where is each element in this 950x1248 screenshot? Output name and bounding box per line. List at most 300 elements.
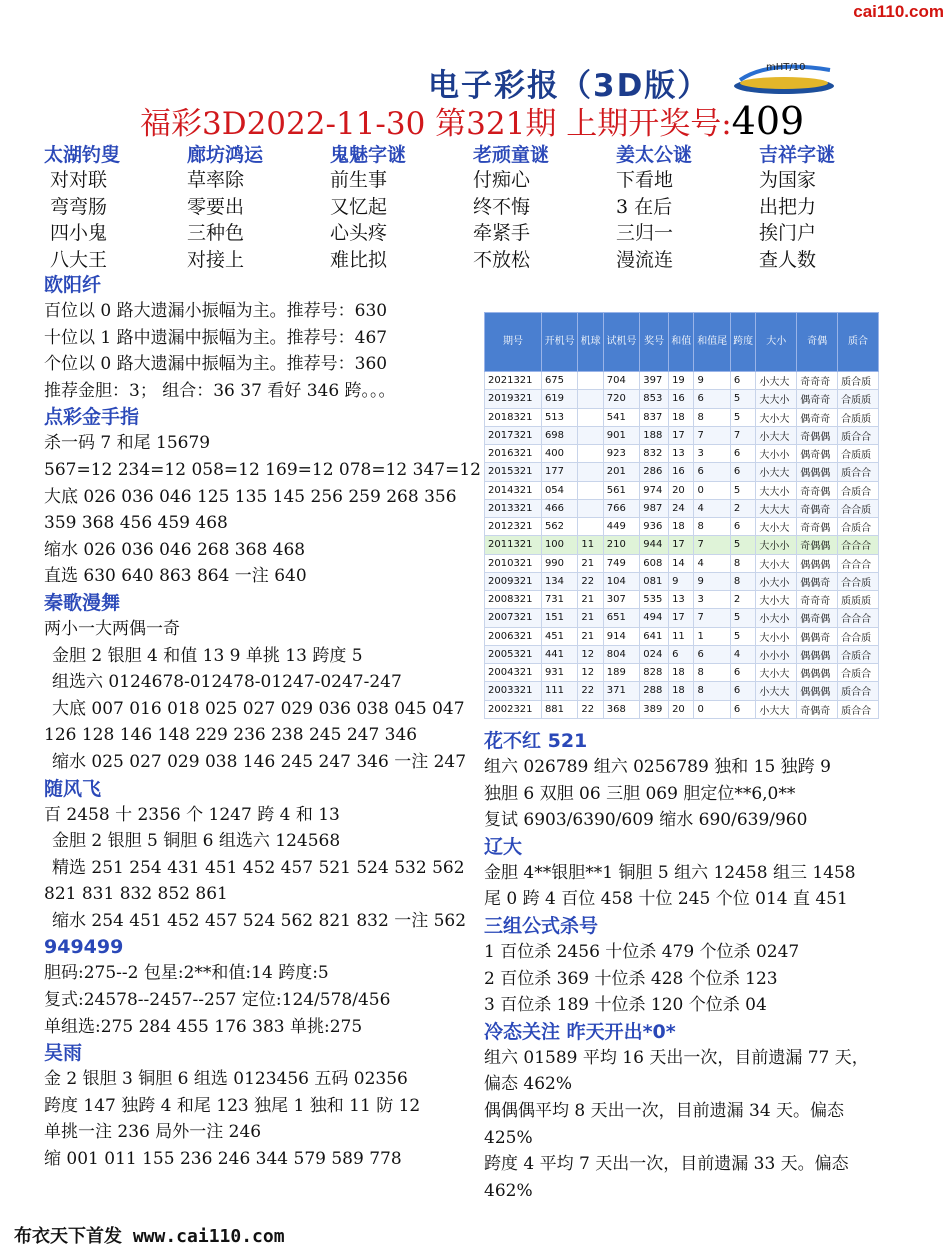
table-cell	[578, 390, 603, 408]
riddle-line: 弯弯肠	[50, 195, 108, 218]
table-cell: 合质合	[838, 481, 879, 499]
table-cell: 8	[694, 664, 730, 682]
table-cell: 189	[603, 664, 639, 682]
table-header-cell: 奇偶	[797, 313, 838, 372]
table-cell: 704	[603, 372, 639, 390]
table-cell: 4	[694, 499, 730, 517]
table-row	[485, 463, 879, 481]
riddle-column-title: 老顽童谜	[473, 144, 550, 166]
table-row	[485, 554, 879, 572]
section-title: 秦歌漫舞	[44, 591, 121, 614]
riddle-column-title: 姜太公谜	[616, 144, 693, 166]
table-cell: 合合合	[838, 609, 879, 627]
table-cell: 562	[541, 518, 577, 536]
table-cell: 608	[640, 554, 669, 572]
section-line: 缩水 026 036 046 268 368 468	[44, 539, 306, 560]
table-cell: 8	[694, 682, 730, 700]
riddle-columns	[44, 140, 904, 273]
table-cell	[578, 445, 603, 463]
section-line: 百位以 0 路大遗漏小振幅为主。推荐号：630	[44, 301, 388, 321]
table-cell: 偶偶偶	[797, 463, 838, 481]
table-cell: 质合合	[838, 682, 879, 700]
section-title: 949499	[44, 936, 124, 959]
table-cell: 合质质	[838, 408, 879, 426]
table-row	[485, 682, 879, 700]
table-row	[485, 664, 879, 682]
table-header-cell: 质合	[838, 313, 879, 372]
table-header-cell: 奖号	[640, 313, 669, 372]
table-cell: 449	[603, 518, 639, 536]
table-cell: 990	[541, 554, 577, 572]
table-cell: 22	[578, 682, 603, 700]
table-cell: 小大大	[756, 700, 797, 718]
table-cell: 22	[578, 700, 603, 718]
table-row	[485, 572, 879, 590]
section-line: 金胆 2 银胆 4 和值 13 9 单挑 13 跨度 5	[52, 645, 363, 666]
table-cell: 质合质	[838, 372, 879, 390]
table-cell: 2008321	[485, 591, 542, 609]
riddle-line: 四小鬼	[50, 222, 108, 244]
section-line: 金胆 4**银胆**1 铜胆 5 组六 12458 组三 1458	[484, 862, 856, 883]
table-header-row	[485, 313, 879, 372]
headline	[140, 98, 804, 143]
section-line: 跨度 147 独跨 4 和尾 123 独尾 1 独和 11 防 12	[44, 1095, 421, 1116]
riddle-column-title: 鬼魅字谜	[330, 144, 407, 166]
table-row	[485, 609, 879, 627]
section-line: 偏态 462%	[484, 1074, 573, 1095]
table-cell: 561	[603, 481, 639, 499]
table-cell: 7	[694, 609, 730, 627]
table-cell: 288	[640, 682, 669, 700]
section-line: 杀一码 7 和尾 15679	[44, 433, 211, 454]
table-row	[485, 700, 879, 718]
table-cell: 2013321	[485, 499, 542, 517]
table-cell: 合质合	[838, 645, 879, 663]
table-cell: 24	[669, 499, 694, 517]
table-cell: 小大大	[756, 682, 797, 700]
riddle-line: 3 在后	[616, 195, 673, 218]
riddle-line: 心头疼	[330, 222, 388, 244]
table-cell: 小小小	[756, 645, 797, 663]
table-cell: 368	[603, 700, 639, 718]
table-cell: 2010321	[485, 554, 542, 572]
table-cell: 偶奇偶	[797, 609, 838, 627]
table-row	[485, 591, 879, 609]
table-cell: 大小大	[756, 408, 797, 426]
table-cell: 7	[730, 426, 755, 444]
riddle-line: 八大王	[50, 248, 108, 271]
table-row	[485, 481, 879, 499]
table-cell: 111	[541, 682, 577, 700]
table-cell: 535	[640, 591, 669, 609]
table-cell: 619	[541, 390, 577, 408]
riddle-line: 难比拟	[330, 248, 388, 271]
section-line: 3 百位杀 189 十位杀 120 个位杀 04	[484, 995, 767, 1016]
history-table	[484, 312, 879, 719]
riddle-line: 下看地	[616, 169, 674, 191]
table-cell: 质合合	[838, 463, 879, 481]
logo-icon	[730, 56, 838, 96]
section-line: 两小一大两偶一奇	[44, 618, 180, 639]
section-line: 金胆 2 银胆 5 铜胆 6 组选六 124568	[52, 831, 341, 852]
table-cell: 2	[730, 499, 755, 517]
table-cell: 2018321	[485, 408, 542, 426]
table-cell: 小大大	[756, 426, 797, 444]
table-row	[485, 627, 879, 645]
riddle-line: 为国家	[759, 169, 817, 191]
table-cell: 合合合	[838, 536, 879, 554]
table-cell: 18	[669, 664, 694, 682]
table-cell: 210	[603, 536, 639, 554]
table-cell: 2019321	[485, 390, 542, 408]
table-cell: 大小大	[756, 554, 797, 572]
table-cell: 3	[694, 445, 730, 463]
table-cell: 小大小	[756, 609, 797, 627]
riddle-column	[330, 140, 473, 273]
table-header-cell: 试机号	[603, 313, 639, 372]
table-cell: 9	[669, 572, 694, 590]
table-cell: 21	[578, 591, 603, 609]
section-line: 单组选:275 284 455 176 383 单挑:275	[44, 1016, 363, 1037]
table-cell: 大大大	[756, 499, 797, 517]
table-cell: 大小大	[756, 664, 797, 682]
table-cell: 4	[730, 645, 755, 663]
table-cell: 201	[603, 463, 639, 481]
headline-text: 福彩3D2022-11-30 第321期 上期开奖号:	[140, 106, 732, 142]
riddle-line: 草率除	[187, 169, 245, 191]
table-row	[485, 445, 879, 463]
table-cell: 804	[603, 645, 639, 663]
table-cell: 合质质	[838, 390, 879, 408]
table-header-cell: 跨度	[730, 313, 755, 372]
table-cell: 20	[669, 481, 694, 499]
table-cell: 2017321	[485, 426, 542, 444]
section-line: 跨度 4 平均 7 天出一次，目前遗漏 33 天。偏态	[484, 1154, 849, 1175]
table-cell: 974	[640, 481, 669, 499]
table-header-cell: 和值尾	[694, 313, 730, 372]
table-row	[485, 536, 879, 554]
table-cell: 奇偶奇	[797, 700, 838, 718]
table-cell: 6	[694, 390, 730, 408]
table-cell: 合合质	[838, 627, 879, 645]
section-line: 复式:24578--2457--257 定位:124/578/456	[44, 990, 391, 1011]
section-line: 425%	[484, 1127, 533, 1148]
riddle-line: 前生事	[330, 169, 388, 191]
table-cell: 2	[730, 591, 755, 609]
table-cell: 偶偶奇	[797, 627, 838, 645]
table-cell: 389	[640, 700, 669, 718]
table-cell: 合合质	[838, 572, 879, 590]
table-cell: 5	[730, 408, 755, 426]
riddle-line: 三种色	[187, 222, 245, 244]
table-cell: 466	[541, 499, 577, 517]
table-cell: 21	[578, 627, 603, 645]
section-line: 821 831 832 852 861	[44, 884, 228, 905]
table-cell: 奇奇偶	[797, 481, 838, 499]
table-cell: 923	[603, 445, 639, 463]
riddle-column-title: 廊坊鸿运	[187, 144, 264, 166]
riddle-line: 对接上	[187, 248, 245, 271]
riddle-line: 漫流连	[616, 248, 674, 271]
table-cell: 12	[578, 645, 603, 663]
table-cell: 494	[640, 609, 669, 627]
table-cell: 936	[640, 518, 669, 536]
table-cell: 19	[669, 372, 694, 390]
table-cell: 偶偶偶	[797, 645, 838, 663]
right-sections	[484, 728, 924, 1204]
table-cell: 837	[640, 408, 669, 426]
table-cell: 8	[694, 518, 730, 536]
table-cell: 11	[578, 536, 603, 554]
table-cell: 2002321	[485, 700, 542, 718]
section-line: 大底 026 036 046 125 135 145 256 259 268 356	[44, 486, 457, 507]
table-cell	[578, 408, 603, 426]
table-cell: 5	[730, 627, 755, 645]
table-cell: 853	[640, 390, 669, 408]
table-cell: 2006321	[485, 627, 542, 645]
table-cell: 2007321	[485, 609, 542, 627]
section-line: 缩水 025 027 029 038 146 245 247 346 一注 247	[52, 751, 467, 772]
riddle-line: 对对联	[50, 169, 108, 191]
table-cell: 合合合	[838, 554, 879, 572]
riddle-column	[187, 140, 330, 273]
riddle-line: 三归一	[616, 222, 674, 244]
table-header-cell: 开机号	[541, 313, 577, 372]
table-cell: 7	[694, 426, 730, 444]
section-line: 胆码:275--2 包星:2**和值:14 跨度:5	[44, 963, 329, 984]
table-cell: 17	[669, 536, 694, 554]
table-cell: 大大小	[756, 390, 797, 408]
table-cell: 177	[541, 463, 577, 481]
table-cell: 9	[694, 572, 730, 590]
table-cell: 5	[730, 481, 755, 499]
table-cell: 22	[578, 572, 603, 590]
riddle-line: 查人数	[759, 248, 817, 271]
section-title: 吴雨	[44, 1042, 83, 1065]
table-cell: 2009321	[485, 572, 542, 590]
table-cell: 11	[669, 627, 694, 645]
table-cell: 奇偶奇	[797, 499, 838, 517]
section-line: 缩水 254 451 452 457 524 562 821 832 一注 562	[52, 910, 467, 931]
table-cell: 675	[541, 372, 577, 390]
table-cell: 698	[541, 426, 577, 444]
table-cell: 小大小	[756, 572, 797, 590]
riddle-column-title: 太湖钓叟	[44, 144, 121, 166]
riddle-line: 付痴心	[473, 169, 531, 191]
table-cell: 13	[669, 591, 694, 609]
table-cell: 451	[541, 627, 577, 645]
section-line: 独胆 6 双胆 06 三胆 069 胆定位**6,0**	[484, 783, 796, 804]
section-line: 复试 6903/6390/609 缩水 690/639/960	[484, 810, 808, 831]
table-cell: 6	[730, 372, 755, 390]
table-cell: 18	[669, 518, 694, 536]
table-cell: 偶偶奇	[797, 572, 838, 590]
table-cell: 901	[603, 426, 639, 444]
table-cell: 奇奇偶	[797, 518, 838, 536]
section-line: 1 百位杀 2456 十位杀 479 个位杀 0247	[484, 941, 800, 962]
section-line: 组选六 0124678-012478-01247-0247-247	[52, 672, 402, 693]
table-cell: 大大小	[756, 481, 797, 499]
section-title: 花不红 521	[484, 730, 588, 752]
riddle-line: 牵紧手	[473, 222, 531, 244]
table-cell: 奇偶偶	[797, 536, 838, 554]
section-line: 偶偶偶平均 8 天出一次，目前遗漏 34 天。偏态	[484, 1100, 845, 1121]
section-title: 欧阳纤	[44, 274, 102, 296]
section-line: 2 百位杀 369 十位杀 428 个位杀 123	[484, 968, 778, 989]
table-cell: 400	[541, 445, 577, 463]
riddle-line: 不放松	[473, 248, 531, 271]
table-cell	[578, 372, 603, 390]
table-cell: 100	[541, 536, 577, 554]
riddle-line: 出把力	[759, 195, 817, 218]
table-cell: 024	[640, 645, 669, 663]
table-cell: 541	[603, 408, 639, 426]
section-line: 组六 026789 组六 0256789 独和 15 独跨 9	[484, 757, 831, 777]
table-cell: 766	[603, 499, 639, 517]
table-row	[485, 390, 879, 408]
table-cell: 2011321	[485, 536, 542, 554]
table-cell: 0	[694, 700, 730, 718]
site-url[interactable]: cai110.com	[853, 2, 944, 21]
table-row	[485, 408, 879, 426]
table-row	[485, 426, 879, 444]
riddle-column	[473, 140, 616, 273]
table-cell: 6	[730, 463, 755, 481]
table-cell: 5	[730, 609, 755, 627]
table-cell: 合质合	[838, 664, 879, 682]
table-cell: 6	[730, 664, 755, 682]
table-cell: 大小大	[756, 518, 797, 536]
table-cell: 371	[603, 682, 639, 700]
table-cell: 17	[669, 609, 694, 627]
table-cell: 13	[669, 445, 694, 463]
section-line: 金 2 银胆 3 铜胆 6 组选 0123456 五码 02356	[44, 1069, 408, 1090]
table-cell: 931	[541, 664, 577, 682]
table-cell: 合合质	[838, 499, 879, 517]
section-line: 126 128 146 148 229 236 238 245 247 346	[44, 725, 418, 746]
riddle-line: 零要出	[187, 195, 245, 218]
table-cell: 21	[578, 609, 603, 627]
table-cell: 17	[669, 426, 694, 444]
table-cell: 偶偶偶	[797, 554, 838, 572]
table-cell: 偶奇偶	[797, 445, 838, 463]
table-cell: 12	[578, 664, 603, 682]
section-title: 随风飞	[44, 777, 102, 800]
table-row	[485, 372, 879, 390]
logo-text: mHT/10	[766, 62, 806, 73]
table-cell: 641	[640, 627, 669, 645]
table-cell: 134	[541, 572, 577, 590]
table-cell: 8	[694, 408, 730, 426]
table-cell	[578, 463, 603, 481]
table-cell: 749	[603, 554, 639, 572]
section-line: 462%	[484, 1180, 533, 1201]
section-line: 尾 0 跨 4 百位 458 十位 245 个位 014 直 451	[484, 889, 848, 910]
table-cell: 质质质	[838, 591, 879, 609]
section-line: 个位以 0 路大遗漏中振幅为主。推荐号：360	[44, 354, 388, 375]
table-cell: 大小大	[756, 591, 797, 609]
table-cell: 307	[603, 591, 639, 609]
table-cell: 1	[694, 627, 730, 645]
table-cell: 6	[730, 445, 755, 463]
table-body	[485, 372, 879, 719]
table-cell: 3	[694, 591, 730, 609]
table-cell: 2021321	[485, 372, 542, 390]
section-line: 组六 01589 平均 16 天出一次，目前遗漏 77 天，	[484, 1047, 869, 1068]
section-line: 十位以 1 路中遗漏中振幅为主。推荐号：467	[44, 327, 388, 348]
section-line: 567=12 234=12 058=12 169=12 078=12 347=12	[44, 459, 481, 480]
section-title: 冷态关注 昨天开出*0*	[484, 1020, 676, 1043]
table-cell: 质合合	[838, 700, 879, 718]
riddle-column	[44, 140, 187, 273]
table-row	[485, 518, 879, 536]
table-cell	[578, 481, 603, 499]
table-cell: 731	[541, 591, 577, 609]
table-cell: 偶奇奇	[797, 390, 838, 408]
table-cell: 5	[730, 536, 755, 554]
section-title: 点彩金手指	[44, 406, 140, 429]
table-row	[485, 499, 879, 517]
table-cell: 513	[541, 408, 577, 426]
table-cell: 987	[640, 499, 669, 517]
table-header-cell: 和值	[669, 313, 694, 372]
table-cell: 397	[640, 372, 669, 390]
table-cell: 8	[730, 572, 755, 590]
table-cell: 奇偶偶	[797, 426, 838, 444]
table-cell: 小大大	[756, 463, 797, 481]
left-sections	[44, 272, 481, 1173]
section-line: 直选 630 640 863 864 一注 640	[44, 566, 307, 587]
table-cell: 2012321	[485, 518, 542, 536]
table-cell: 14	[669, 554, 694, 572]
masthead-title: 电子彩报（3D版）	[428, 68, 711, 104]
table-cell: 偶偶偶	[797, 682, 838, 700]
riddle-column	[616, 140, 759, 273]
table-cell: 441	[541, 645, 577, 663]
table-cell: 偶偶偶	[797, 664, 838, 682]
previous-draw-number: 409	[731, 99, 805, 143]
table-cell: 6	[730, 700, 755, 718]
table-cell: 828	[640, 664, 669, 682]
table-cell	[578, 426, 603, 444]
section-line: 百 2458 十 2356 个 1247 跨 4 和 13	[44, 804, 340, 825]
table-cell: 720	[603, 390, 639, 408]
table-cell: 奇奇奇	[797, 591, 838, 609]
section-line: 大底 007 016 018 025 027 029 036 038 045 047	[52, 698, 465, 719]
table-cell: 2005321	[485, 645, 542, 663]
table-cell: 奇奇奇	[797, 372, 838, 390]
section-line: 359 368 456 459 468	[44, 513, 228, 534]
table-cell: 151	[541, 609, 577, 627]
table-cell: 6	[694, 463, 730, 481]
table-cell: 18	[669, 408, 694, 426]
table-cell: 286	[640, 463, 669, 481]
table-cell: 651	[603, 609, 639, 627]
table-cell: 8	[730, 554, 755, 572]
riddle-line: 挨门户	[759, 222, 817, 244]
section-line: 推荐金胆：3； 组合：36 37 看好 346 跨。。。	[44, 380, 396, 401]
table-cell: 5	[730, 390, 755, 408]
table-cell: 6	[669, 645, 694, 663]
riddle-line: 又忆起	[330, 195, 388, 218]
table-cell: 合质质	[838, 445, 879, 463]
table-cell: 081	[640, 572, 669, 590]
table-cell	[578, 518, 603, 536]
table-row	[485, 645, 879, 663]
table-cell: 2003321	[485, 682, 542, 700]
table-cell: 20	[669, 700, 694, 718]
table-cell: 4	[694, 554, 730, 572]
